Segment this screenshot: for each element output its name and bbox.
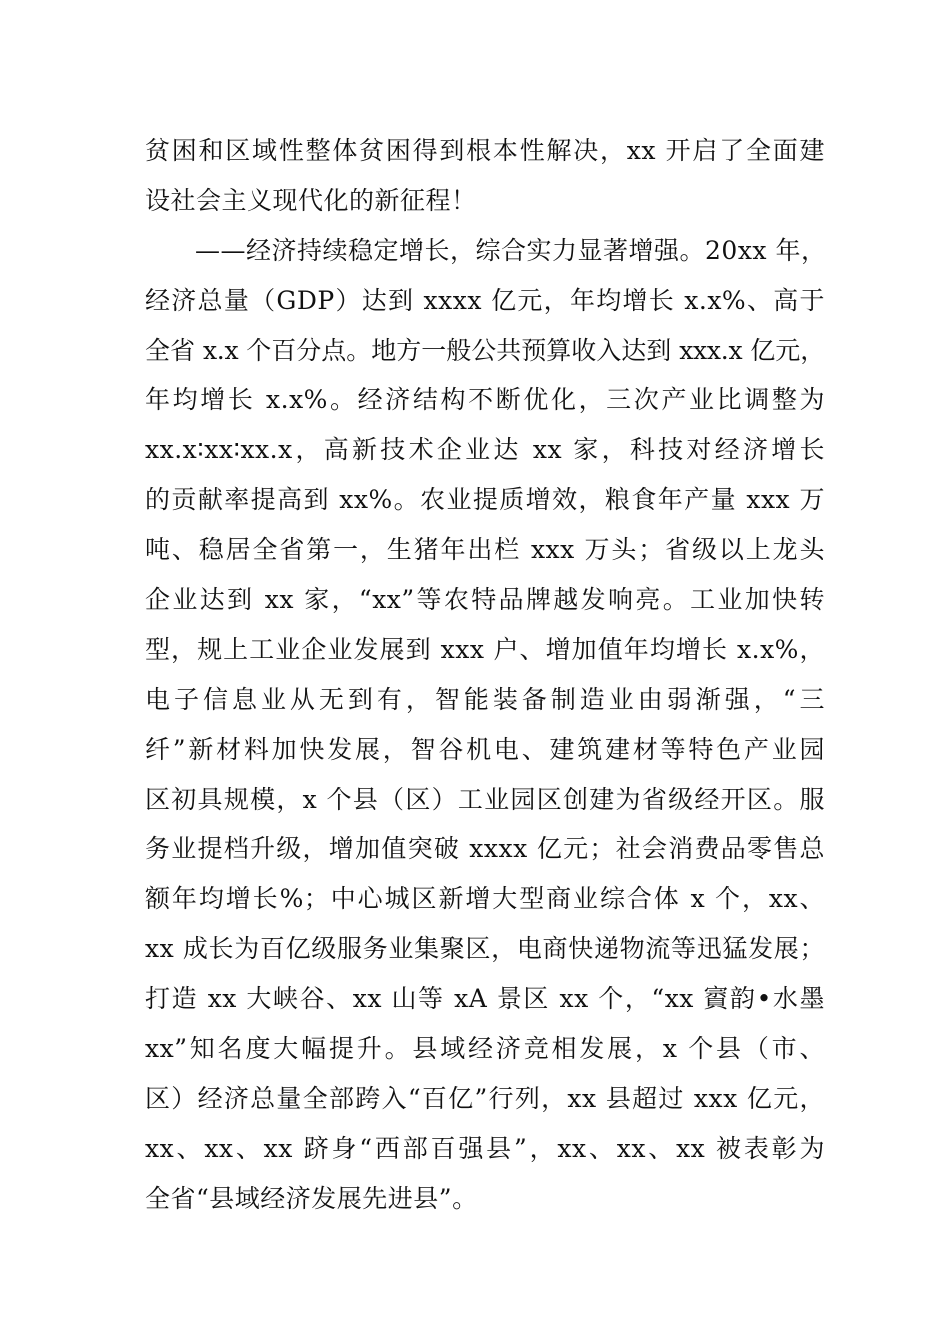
text-line-1: 贫困和区域性整体贫困得到根本性解决，xx 开启了全面建 [145, 136, 825, 165]
text-line-21: xx、xx、xx 跻身“西部百强县”，xx、xx、xx 被表彰为 [145, 1134, 825, 1163]
text-line-19: xx”知名度大幅提升。县域经济竞相发展，x 个县（市、 [145, 1034, 825, 1063]
text-line-9: 吨、稳居全省第一，生猪年出栏 xxx 万头；省级以上龙头 [145, 535, 825, 564]
text-line-8: 的贡献率提高到 xx%。农业提质增效，粮食年产量 xxx 万 [145, 485, 825, 514]
text-line-15: 务业提档升级，增加值突破 xxxx 亿元；社会消费品零售总 [145, 834, 825, 863]
text-line-5: 全省 x.x 个百分点。地方一般公共预算收入达到 xxx.x 亿元， [145, 336, 825, 365]
text-line-3: ——经济持续稳定增长，综合实力显著增强。20xx 年， [195, 236, 827, 265]
text-line-20: 区）经济总量全部跨入“百亿”行列，xx 县超过 xxx 亿元， [145, 1084, 825, 1113]
text-line-4: 经济总量（GDP）达到 xxxx 亿元，年均增长 x.x%、高于 [145, 286, 825, 315]
text-line-13: 纤”新材料加快发展，智谷机电、建筑建材等特色产业园 [145, 735, 825, 764]
text-line-18: 打造 xx 大峡谷、xx 山等 xA 景区 xx 个，“xx 賨韵•水墨 [145, 984, 825, 1013]
text-line-11: 型，规上工业企业发展到 xxx 户、增加值年均增长 x.x%， [145, 635, 825, 664]
text-line-7: xx.x∶xx∶xx.x，高新技术企业达 xx 家，科技对经济增长 [145, 435, 825, 464]
text-line-17: xx 成长为百亿级服务业集聚区，电商快递物流等迅猛发展； [145, 934, 825, 963]
text-line-2: 设社会主义现代化的新征程！ [145, 186, 477, 215]
text-line-12: 电子信息业从无到有，智能装备制造业由弱渐强，“三 [145, 685, 825, 714]
text-line-6: 年均增长 x.x%。经济结构不断优化，三次产业比调整为 [145, 385, 825, 414]
text-line-14: 区初具规模，x 个县（区）工业园区创建为省级经开区。服 [145, 785, 825, 814]
text-line-10: 企业达到 xx 家，“xx”等农特品牌越发响亮。工业加快转 [145, 585, 825, 614]
text-line-22: 全省“县域经济发展先进县”。 [145, 1184, 478, 1213]
text-line-16: 额年均增长%；中心城区新增大型商业综合体 x 个，xx、 [145, 884, 825, 913]
